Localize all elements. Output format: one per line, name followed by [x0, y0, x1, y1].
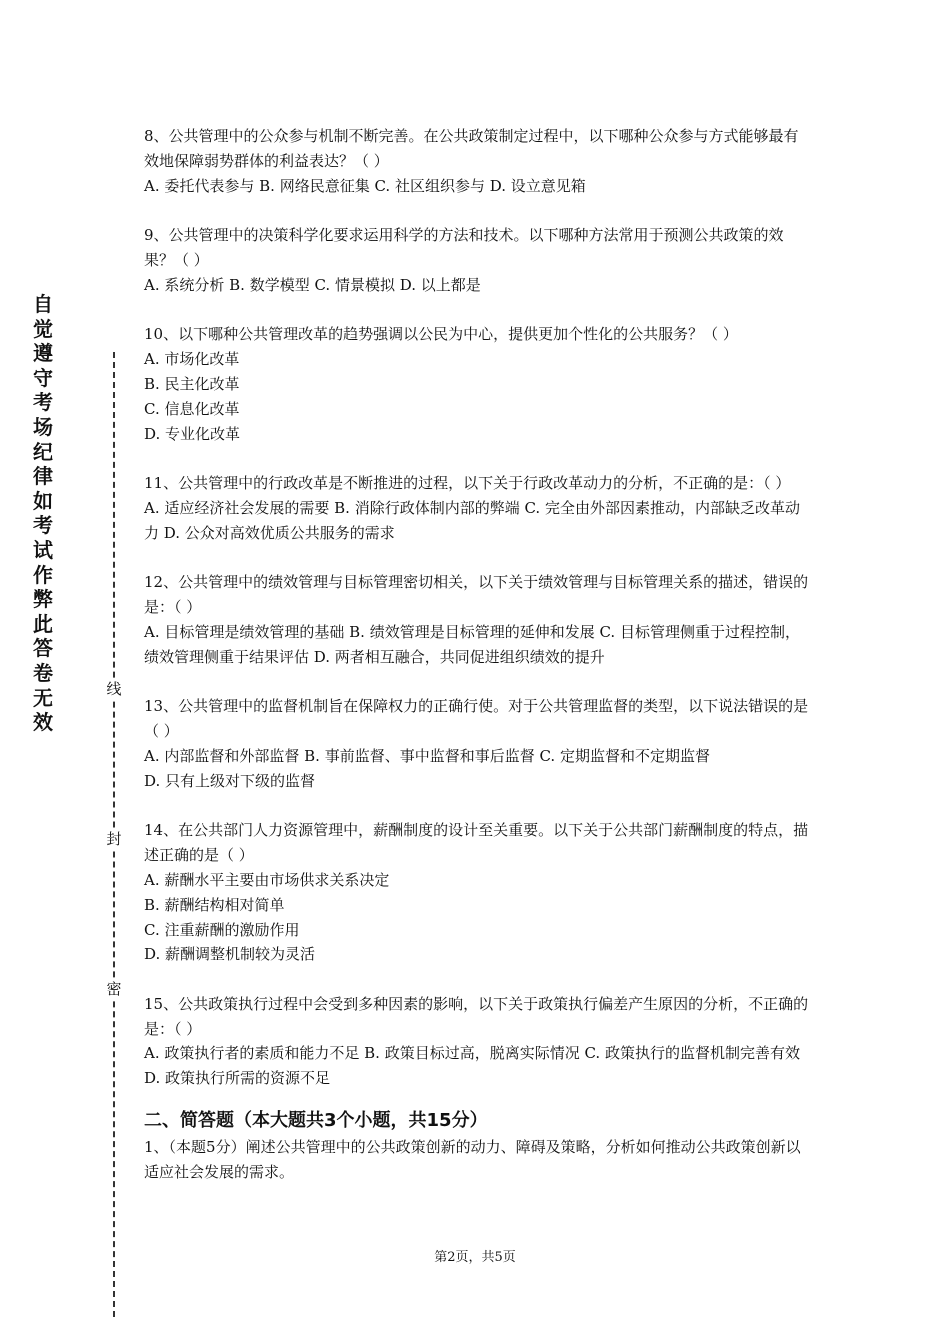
- question-12: [144, 570, 812, 669]
- question-options: A. 适应经济社会发展的需要 B. 消除行政体制内部的弊端 C. 完全由外部因素推动，内部缺乏改革动力 D. 公众对高效优质公共服务的需求: [144, 498, 800, 542]
- exam-content: [144, 124, 812, 1185]
- option-d: D. 专业化改革: [144, 424, 241, 443]
- question-options: A. 委托代表参与 B. 网络民意征集 C. 社区组织参与 D. 设立意见箱: [144, 176, 586, 195]
- short-answer-question-1: [144, 1135, 812, 1185]
- option-d: D. 只有上级对下级的监督: [144, 771, 316, 790]
- exam-discipline-notice: 自觉遵守考场纪律如考试作弊此答卷无效: [33, 292, 53, 735]
- binding-label-line: 线: [104, 678, 124, 700]
- question-stem: 10、以下哪种公共管理改革的趋势强调以公民为中心，提供更加个性化的公共服务？（ ）: [144, 325, 738, 344]
- binding-label-secret: 密: [104, 978, 124, 1000]
- question-stem: 8、公共管理中的公众参与机制不断完善。在公共政策制定过程中，以下哪种公众参与方式能够最有效地保障弱势群体的利益表达？（ ）: [144, 127, 799, 170]
- option-b: B. 薪酬结构相对简单: [144, 895, 285, 914]
- binding-label-seal: 封: [104, 828, 124, 850]
- question-13: [144, 694, 812, 793]
- option-d: D. 薪酬调整机制较为灵活: [144, 945, 316, 964]
- question-10: [144, 322, 812, 446]
- question-stem: 12、公共管理中的绩效管理与目标管理密切相关，以下关于绩效管理与目标管理关系的描述，错误的是：（ ）: [144, 573, 809, 617]
- option-c: C. 信息化改革: [144, 399, 240, 418]
- question-11: [144, 471, 812, 545]
- question-stem: 11、公共管理中的行政改革是不断推进的过程，以下关于行政改革动力的分析，不正确的是：（ ）: [144, 474, 791, 493]
- question-15: [144, 992, 812, 1091]
- option-a: A. 市场化改革: [144, 350, 240, 369]
- page-number: 第2页，共5页: [434, 1250, 516, 1265]
- question-stem: 1、（本题5分）阐述公共管理中的公共政策创新的动力、障碍及策略，分析如何推动公共政策创新以适应社会发展的需求。: [144, 1138, 801, 1181]
- section-2-title: 二、简答题（本大题共3个小题，共15分）: [144, 1110, 488, 1132]
- question-stem: 15、公共政策执行过程中会受到多种因素的影响，以下关于政策执行偏差产生原因的分析，不正确的是：（ ）: [144, 994, 809, 1038]
- question-stem: 14、在公共部门人力资源管理中，薪酬制度的设计至关重要。以下关于公共部门薪酬制度的特点，描述正确的是（ ）: [144, 821, 809, 865]
- option-b: B. 民主化改革: [144, 374, 240, 393]
- question-8: [144, 124, 812, 198]
- question-stem: 13、公共管理中的监督机制旨在保障权力的正确行使。对于公共管理监督的类型，以下说法错误的是（ ）: [144, 697, 809, 741]
- question-9: [144, 223, 812, 297]
- question-stem: 9、公共管理中的决策科学化要求运用科学的方法和技术。以下哪种方法常用于预测公共政策的效果？（ ）: [144, 226, 784, 269]
- question-14: [144, 818, 812, 967]
- question-options: A. 系统分析 B. 数学模型 C. 情景模拟 D. 以上都是: [144, 275, 481, 294]
- option-a: A. 薪酬水平主要由市场供求关系决定: [144, 870, 390, 889]
- question-options: A. 内部监督和外部监督 B. 事前监督、事中监督和事后监督 C. 定期监督和不定期监督: [144, 746, 710, 765]
- option-c: C. 注重薪酬的激励作用: [144, 920, 300, 939]
- question-options: A. 目标管理是绩效管理的基础 B. 绩效管理是目标管理的延伸和发展 C. 目标管理侧重于过程控制，绩效管理侧重于结果评估 D. 两者相互融合，共同促进组织绩效的提升: [144, 622, 800, 666]
- question-options: A. 政策执行者的素质和能力不足 B. 政策目标过高，脱离实际情况 C. 政策执行的监督机制完善有效 D. 政策执行所需的资源不足: [144, 1044, 800, 1088]
